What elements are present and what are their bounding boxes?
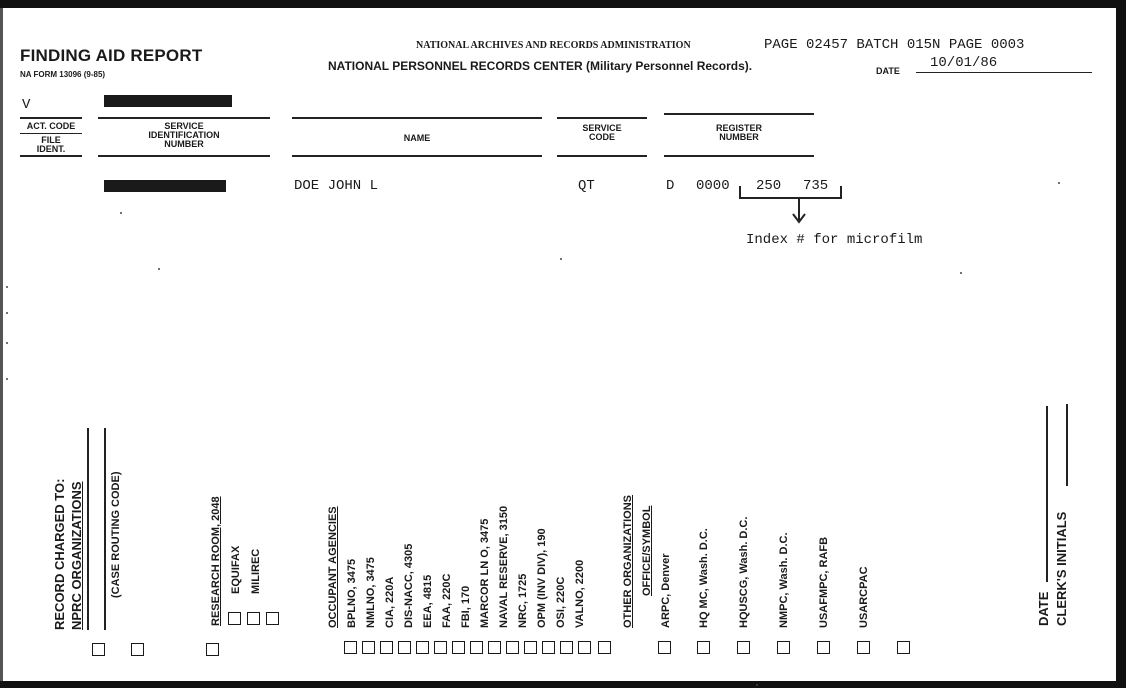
record-register-part2: 250	[756, 178, 782, 194]
action-code: V	[22, 97, 31, 113]
checkbox-routing[interactable]	[131, 643, 144, 656]
rule-name-bottom	[292, 155, 542, 157]
checkbox-arpc[interactable]	[658, 641, 671, 654]
date-value: 10/01/86	[930, 55, 998, 71]
charged-to-heading: RECORD CHARGED TO:	[52, 478, 67, 630]
checkbox-research-room[interactable]	[206, 643, 219, 656]
redaction-bar-top	[104, 95, 232, 107]
checkbox-equifax[interactable]	[247, 612, 260, 625]
checkbox-fbi[interactable]	[452, 641, 465, 654]
redaction-bar-service-id	[104, 180, 226, 192]
agency-fbi: FBI, 170	[460, 585, 472, 628]
org-usarcpac: USARCPAC	[858, 566, 870, 628]
agency-faa: FAA, 220C	[441, 573, 453, 628]
form-title: FINDING AID REPORT	[20, 46, 203, 65]
checkbox-nrc[interactable]	[506, 641, 519, 654]
agency-naval-reserve: NAVAL RESERVE, 3150	[498, 505, 510, 628]
rule-serviceid	[98, 117, 270, 119]
form-number: NA FORM 13096 (9-85)	[20, 70, 106, 79]
agency-eea: EEA, 4815	[422, 574, 434, 628]
record-service-code: QT	[578, 178, 595, 194]
rule-register-bottom	[664, 155, 814, 157]
checkbox-research-room-alt[interactable]	[228, 612, 241, 625]
nprc-column-rule	[87, 428, 89, 630]
rule-serviceid-bottom	[98, 155, 270, 157]
records-center-name: NATIONAL PERSONNEL RECORDS CENTER (Military Personnel Records).	[328, 59, 753, 73]
checkbox-hquscg[interactable]	[737, 641, 750, 654]
checkbox-faa[interactable]	[434, 641, 447, 654]
record-name: DOE JOHN L	[294, 178, 379, 194]
checkbox-usafmpc[interactable]	[817, 641, 830, 654]
milirec-label: MILIREC	[250, 548, 262, 594]
date-label: DATE	[876, 66, 900, 76]
rule-servicecode	[557, 117, 647, 119]
rule-servicecode-bottom	[557, 155, 647, 157]
speck	[6, 378, 8, 380]
checkbox-nmlno[interactable]	[362, 641, 375, 654]
routing-column-rule	[104, 428, 106, 630]
checkbox-dis-nacc[interactable]	[398, 641, 411, 654]
clerk-initials-line	[1066, 404, 1068, 486]
checkbox-naval-reserve[interactable]	[488, 641, 501, 654]
org-hquscg: HQUSCG, Wash. D.C.	[738, 516, 750, 628]
scan-border-bottom	[0, 681, 1126, 688]
checkbox-nprc[interactable]	[92, 643, 105, 656]
handwritten-bracket-arrow	[735, 184, 851, 228]
speck	[560, 258, 562, 260]
equifax-label: EQUIFAX	[230, 545, 242, 594]
org-arpc: ARPC, Denver	[660, 553, 672, 628]
col-header-service-code: SERVICE CODE	[582, 123, 622, 142]
col-header-register-number: REGISTER NUMBER	[715, 123, 762, 142]
clerk-initials-label: CLERK'S INITIALS	[1054, 511, 1069, 626]
speck	[1058, 182, 1060, 184]
charge-date-line	[1046, 406, 1048, 582]
checkbox-other-orgs[interactable]	[598, 641, 611, 654]
checkbox-opm[interactable]	[524, 641, 537, 654]
occupant-agencies-heading: OCCUPANT AGENCIES	[327, 506, 339, 628]
agency-nmlno: NMLNO, 3475	[365, 557, 377, 628]
speck	[120, 212, 122, 214]
rule-register	[664, 113, 814, 115]
speck	[6, 286, 8, 288]
record-register-prefix: D	[666, 178, 675, 194]
checkbox-occupant-extra[interactable]	[578, 641, 591, 654]
agency-nrc: NRC, 1725	[517, 573, 529, 628]
research-room-label: RESEARCH ROOM, 2048	[210, 496, 222, 626]
checkbox-valno[interactable]	[560, 641, 573, 654]
checkbox-cia[interactable]	[380, 641, 393, 654]
org-hq-mc: HQ MC, Wash. D.C.	[698, 528, 710, 628]
date-underline	[916, 72, 1092, 73]
checkbox-nmpc[interactable]	[777, 641, 790, 654]
rule-actcode	[20, 117, 82, 119]
agency-cia: CIA, 220A	[384, 576, 396, 628]
nprc-organizations-heading: NPRC ORGANIZATIONS	[69, 481, 84, 630]
agency-bplno: BPLNO, 3475	[346, 558, 358, 628]
speck	[158, 268, 160, 270]
speck	[6, 342, 8, 344]
record-register-part3: 735	[803, 178, 829, 194]
microfilm-index-note: Index # for microfilm	[746, 232, 923, 248]
scan-border-top	[0, 0, 1126, 8]
col-header-service-id: SERVICE IDENTIFICATION NUMBER	[148, 121, 220, 149]
checkbox-hq-mc[interactable]	[697, 641, 710, 654]
agency-dis-nacc: DIS-NACC, 4305	[403, 543, 415, 628]
org-nmpc: NMPC, Wash. D.C.	[778, 532, 790, 628]
checkbox-other-extra[interactable]	[897, 641, 910, 654]
rule-actcode-mid	[20, 133, 82, 134]
rule-name	[292, 117, 542, 119]
col-header-act-code: ACT. CODE	[26, 121, 76, 131]
agency-osi: OSI, 220C	[555, 576, 567, 628]
record-register-part1: 0000	[696, 178, 730, 194]
scan-border-right	[1116, 8, 1126, 688]
page-batch-info: PAGE 02457 BATCH 015N PAGE 0003	[764, 37, 1025, 53]
checkbox-milirec[interactable]	[266, 612, 279, 625]
checkbox-bplno[interactable]	[344, 641, 357, 654]
rule-actcode-bottom	[20, 155, 82, 157]
speck	[6, 312, 8, 314]
agency-name: NATIONAL ARCHIVES AND RECORDS ADMINISTRATION	[416, 40, 691, 51]
speck	[756, 684, 758, 686]
checkbox-osi[interactable]	[542, 641, 555, 654]
scan-border-left	[0, 8, 3, 681]
checkbox-usarcpac[interactable]	[857, 641, 870, 654]
checkbox-eea[interactable]	[416, 641, 429, 654]
case-routing-code-label: (CASE ROUTING CODE)	[110, 471, 122, 598]
charge-date-label: DATE	[1036, 591, 1051, 626]
agency-valno: VALNO, 2200	[574, 559, 586, 628]
other-organizations-heading: OTHER ORGANIZATIONS	[622, 494, 634, 628]
agency-opm: OPM (INV DIV), 190	[536, 528, 548, 628]
office-symbol-heading: OFFICE/SYMBOL	[641, 505, 653, 596]
col-header-file-ident: FILE IDENT.	[36, 135, 66, 154]
org-usafmpc: USAFMPC, RAFB	[818, 536, 830, 628]
col-header-name: NAME	[403, 133, 431, 143]
checkbox-marcor[interactable]	[470, 641, 483, 654]
agency-marcor: MARCOR LN O, 3475	[479, 518, 491, 628]
speck	[960, 272, 962, 274]
